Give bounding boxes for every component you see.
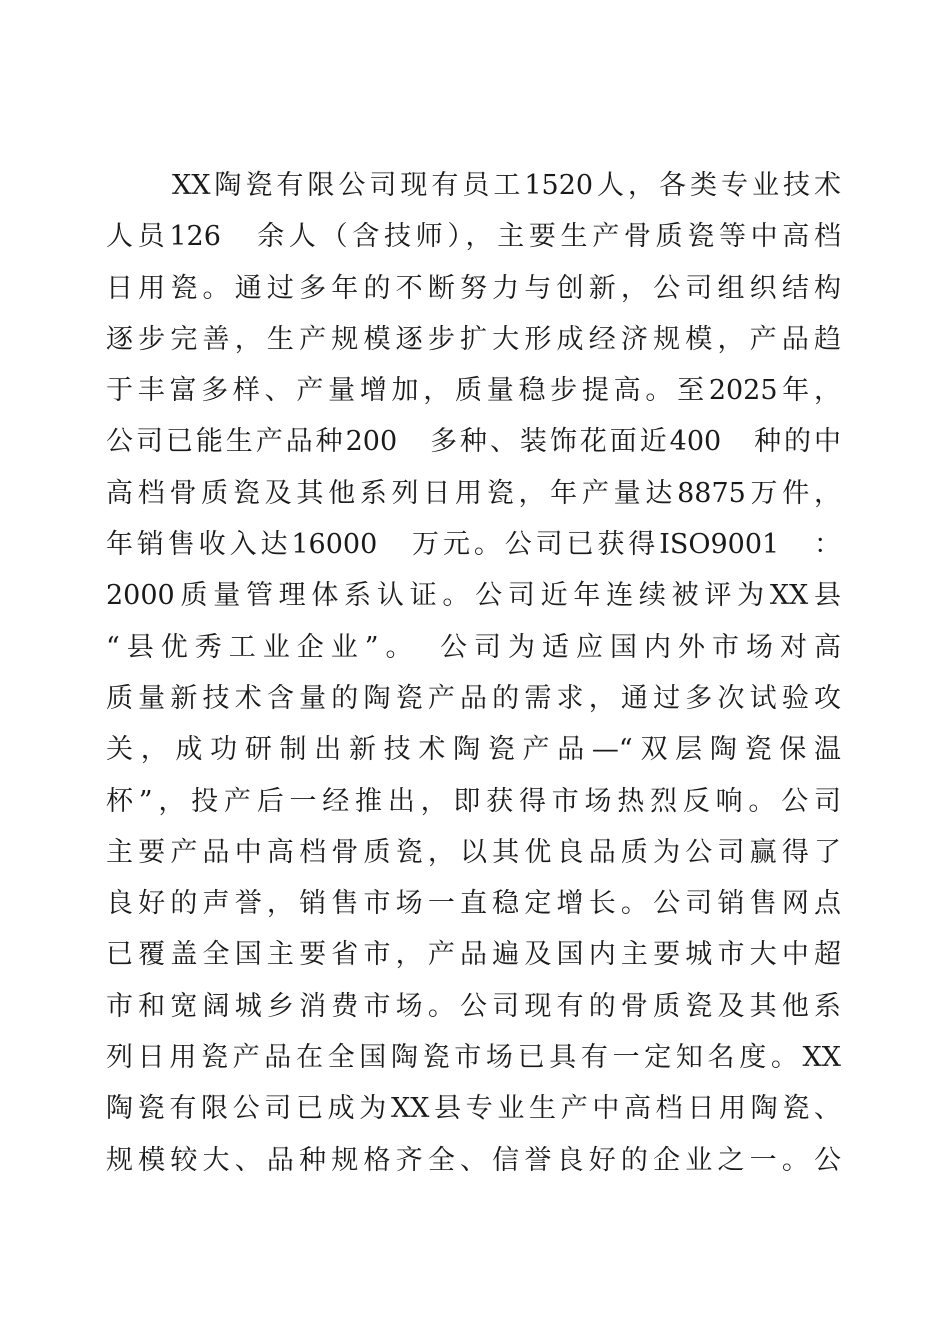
text-line-13: 杯”，投产后一经推出，即获得市场热烈反响。公司 [106,785,841,817]
text-line-12: 关，成功研制出新技术陶瓷产品—“双层陶瓷保温 [106,734,841,766]
text-line-10: “县优秀工业企业”。 公司为适应国内外市场对高 [106,631,841,663]
text-line-18: 列日用瓷产品在全国陶瓷市场已具有一定知名度。XX [106,1042,841,1074]
text-line-8: 年销售收入达16000 万元。公司已获得ISO9001 ： [106,529,841,561]
text-line-5: 于丰富多样、产量增加，质量稳步提高。至2025年， [106,375,841,407]
text-line-14: 主要产品中高档骨质瓷，以其优良品质为公司赢得了 [106,836,841,868]
text-line-1: XX陶瓷有限公司现有员工1520人，各类专业技术 [172,170,841,201]
text-line-4: 逐步完善，生产规模逐步扩大形成经济规模，产品趋 [106,323,841,355]
text-line-19: 陶瓷有限公司已成为XX县专业生产中高档日用陶瓷、 [106,1093,841,1125]
text-line-3: 日用瓷。通过多年的不断努力与创新，公司组织结构 [106,272,841,304]
text-line-2: 人员126 余人（含技师），主要生产骨质瓷等中高档 [106,221,841,253]
text-line-9: 2000质量管理体系认证。公司近年连续被评为XX县 [106,580,841,612]
text-line-11: 质量新技术含量的陶瓷产品的需求，通过多次试验攻 [106,682,841,714]
text-line-20: 规模较大、品种规格齐全、信誉良好的企业之一。公 [106,1144,841,1176]
text-line-17: 市和宽阔城乡消费市场。公司现有的骨质瓷及其他系 [106,990,841,1022]
text-line-6: 公司已能生产品种200 多种、装饰花面近400 种的中 [106,426,841,458]
text-line-7: 高档骨质瓷及其他系列日用瓷，年产量达8875万件， [106,477,841,509]
text-line-15: 良好的声誉，销售市场一直稳定增长。公司销售网点 [106,888,841,920]
body-paragraph [106,160,841,1186]
text-line-16: 已覆盖全国主要省市，产品遍及国内主要城市大中超 [106,939,841,971]
